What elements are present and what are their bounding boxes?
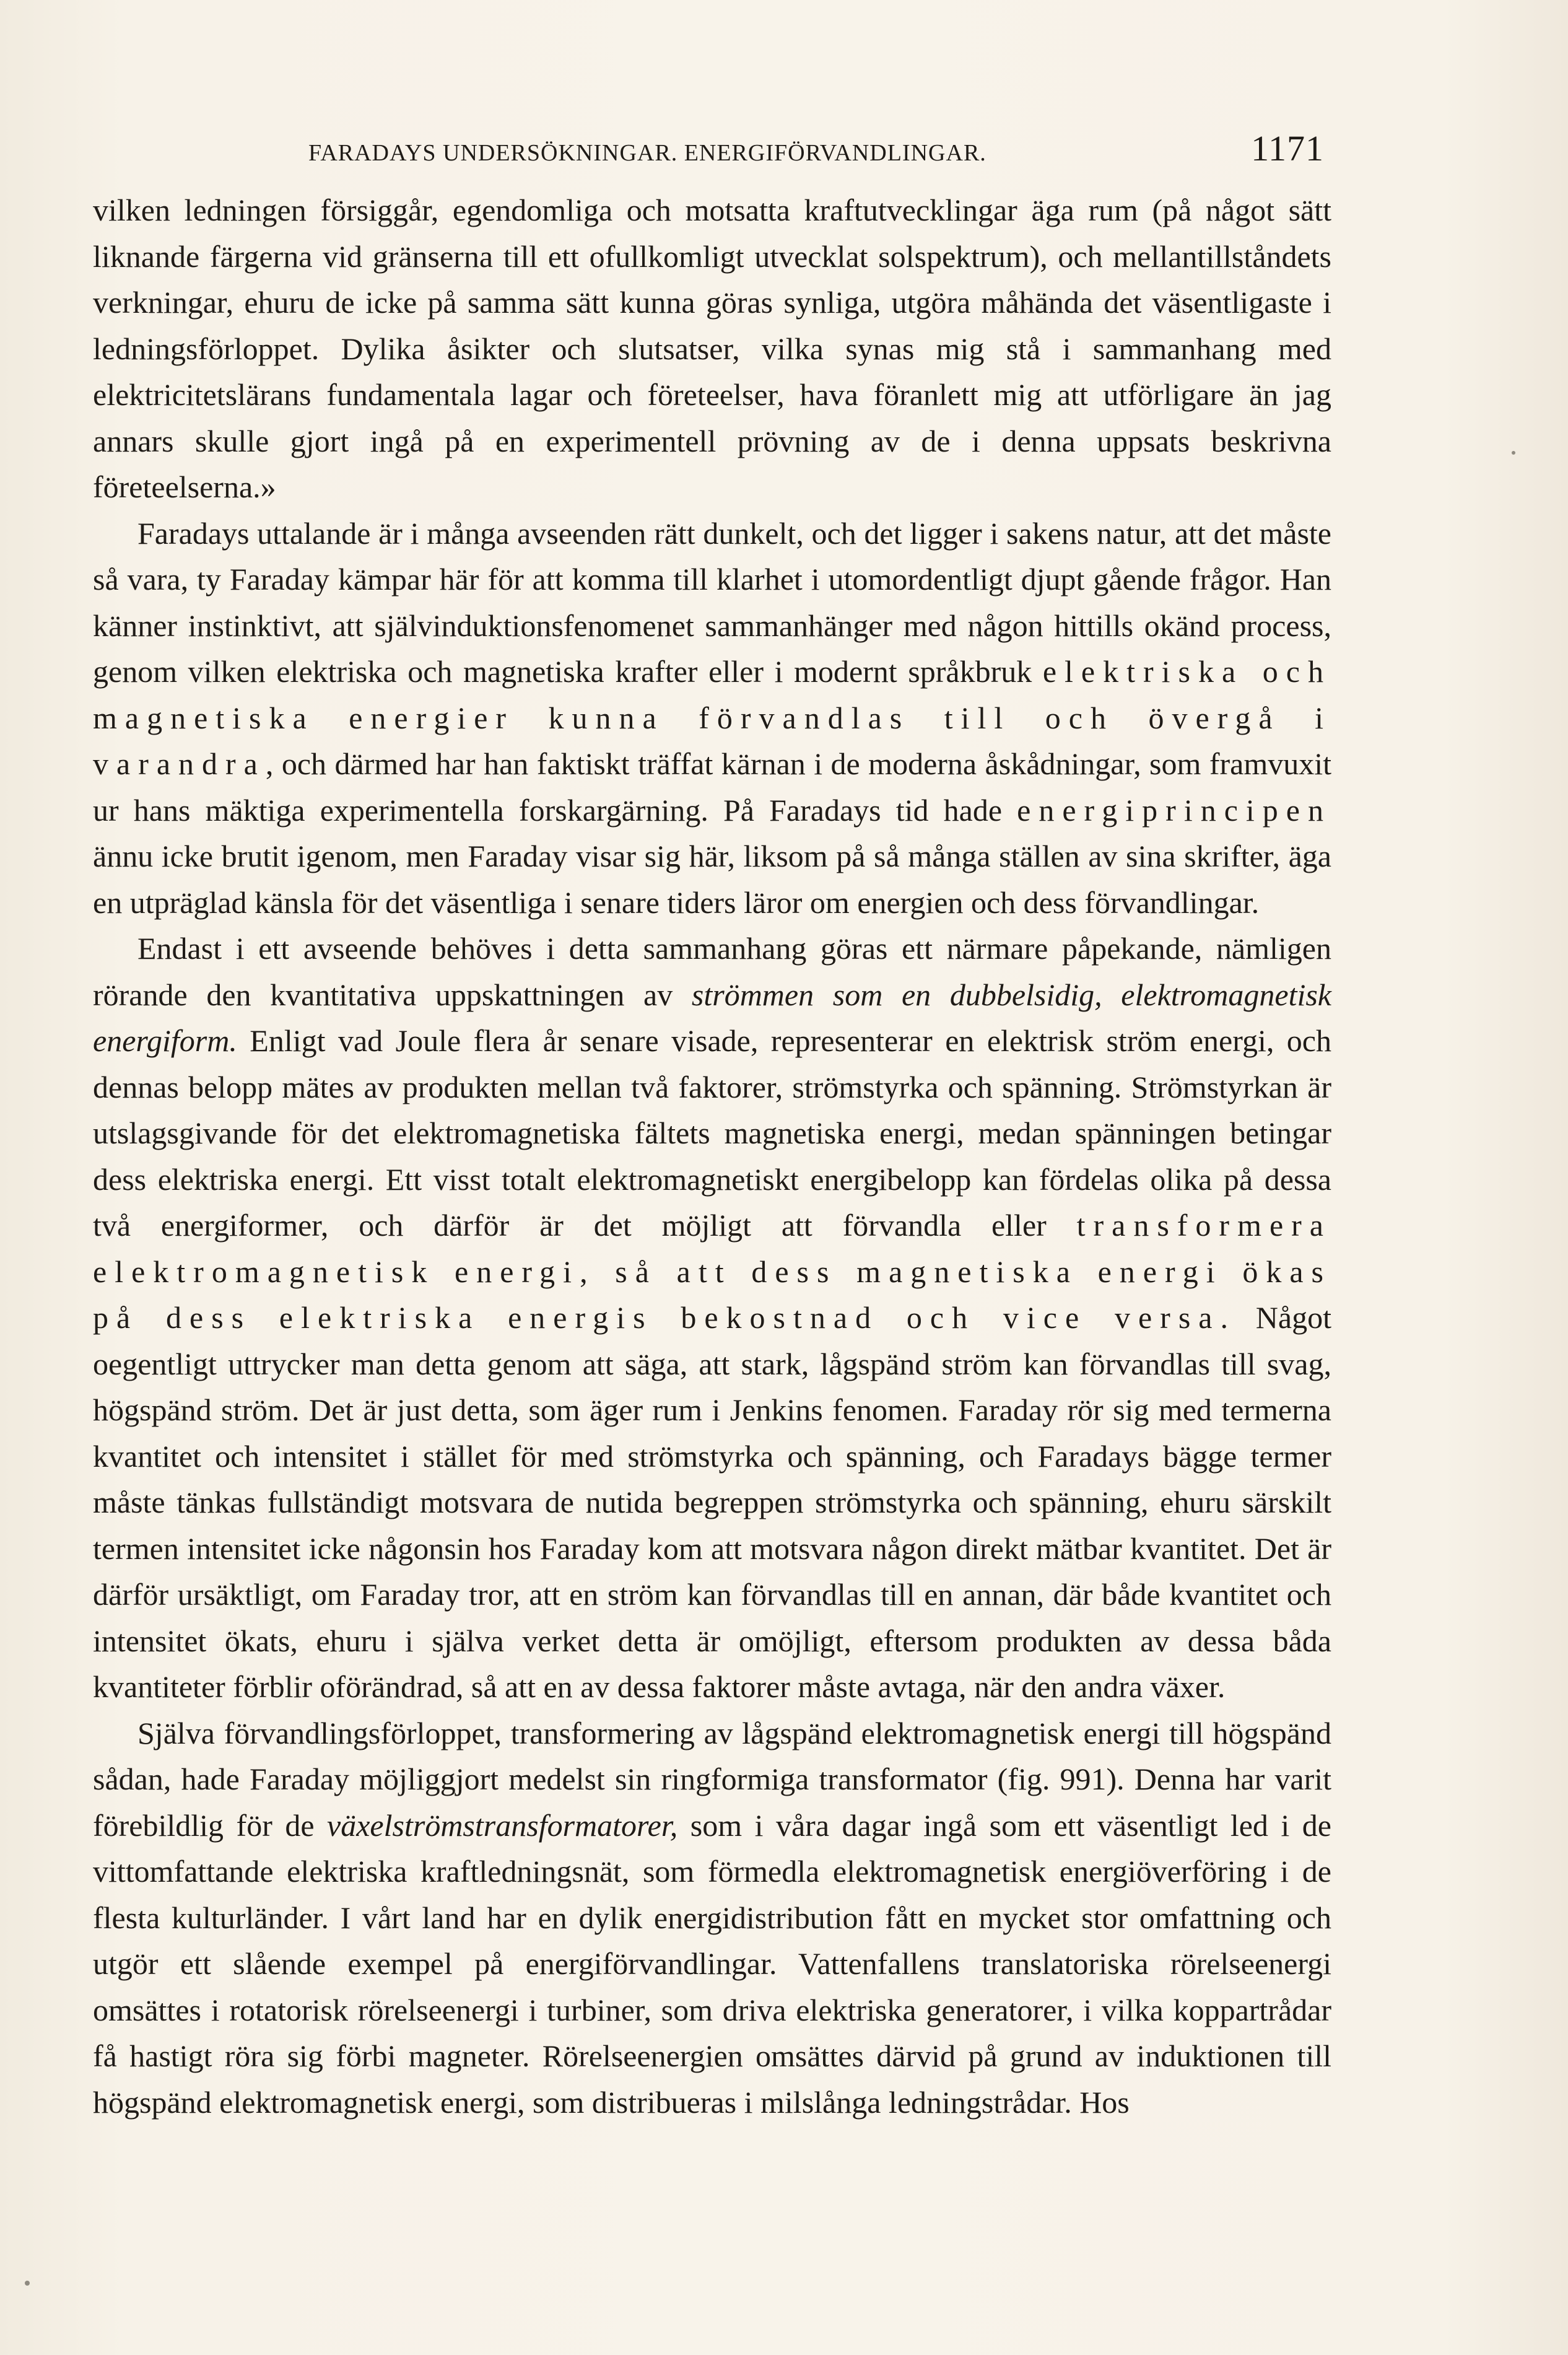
paper-speck (25, 2281, 30, 2286)
italic-text: strömmen som en dubbelsidig, elektromagnetisk energiform. (93, 977, 1331, 1058)
paragraph (93, 925, 1331, 1710)
paragraph-text: Själva förvandlingsförloppet, transformering av lågspänd elektromagnetisk energi till högspänd sådan, hade Faraday möjliggjort medelst sin ringformiga transformator (fig. 991). Denna har varit förebildlig för de (93, 1715, 1331, 1843)
paragraph-text: som i våra dagar ingå som ett väsentligt led i de vittomfattande elektriska kraftledningsnät, som förmedla elektromagnetisk energiöverföring i de flesta kulturländer. I vårt land har en dylik energidistribution fått en mycket stor omfattning och utgör ett slående exempel på energiförvandlingar. Vattenfallens translatoriska rörelseenergi omsättes i rotatorisk rörelseenergi i turbiner, som driva elektriska generatorer, i vilka koppartrådar få hastigt röra sig förbi magneter. Rörelseenergien omsättes därvid på grund av induktionen till högspänd elektromagnetisk energi, som distribueras i milslånga ledningstrådar. Hos (93, 1807, 1331, 2120)
paragraph-text: Faradays uttalande är i många avseenden rätt dunkelt, och det ligger i sakens natur, att det måste så vara, ty Faraday kämpar här för att komma till klarhet i utomordentligt djupt gående frågor. Han känner instinktivt, att självinduktionsfenomenet sammanhänger med någon hittills okänd process, genom vilken elektriska och magnetiska krafter eller i modernt språkbruk (93, 515, 1331, 689)
paragraph-text: Något oegentligt uttrycker man detta genom att säga, att stark, lågspänd ström kan förvandlas till svag, högspänd ström. Det är just detta, som äger rum i Jenkins fenomen. Faraday rör sig med termerna kvantitet och intensitet i stället för med strömstyrka och spänning, och Faradays bägge termer måste tänkas fullständigt motsvara de nutida begreppen strömstyrka och spänning, ehuru särskilt termen intensitet icke någonsin hos Faraday kom att motsvara någon direkt mätbar kvantitet. Det är därför ursäktligt, om Faraday tror, att en ström kan förvandlas till en annan, där både kvantitet och intensitet ökats, ehuru i själva verket detta är omöjligt, eftersom produkten av dessa båda kvantiteter förblir oförändrad, så att en av dessa faktorer måste avtaga, när den andra växer. (93, 1300, 1331, 1704)
paragraph-text: Endast i ett avseende behöves i detta sammanhang göras ett närmare påpekande, nämligen rörande den kvantitativa uppskattningen av (93, 931, 1331, 1012)
paragraph-text: ännu icke brutit igenom, men Faraday visar sig här, liksom på så många ställen av sina skrifter, äga en utpräglad känsla för det väsentliga i senare tiders läror om energien och dess förvandlingar. (93, 839, 1331, 920)
paragraph-text: , och därmed har han faktiskt träffat kärnan i de moderna åskådningar, som framvuxit ur hans mäktiga experimentella forskargärning. På Faradays tid hade (93, 746, 1331, 828)
paper-speck (1512, 451, 1515, 455)
paragraph-text: vilken ledningen försiggår, egendomliga och motsatta kraftutvecklingar äga rum (på något sätt liknande färgerna vid gränserna till ett ofullkomligt utvecklat solspektrum), och mellantillståndets verkningar, ehuru de icke på samma sätt kunna göras synliga, utgöra måhända det väsentligaste i ledningsförloppet. Dylika åsikter och slutsatser, vilka synas mig stå i sammanhang med elektricitetslärans fundamentala lagar och företeelser, hava föranlett mig att utförligare än jag annars skulle gjort ingå på en experimentell prövning av de i denna uppsats beskrivna företeelserna.» (93, 193, 1331, 504)
body-text (93, 187, 1331, 2125)
paragraph (93, 1710, 1331, 2126)
spaced-emphasis-text: elektriska och magnetiska energier kunna förvandlas till och övergå i varandra (93, 654, 1331, 781)
page-number: 1171 (1251, 128, 1324, 168)
paragraph-text: Enligt vad Joule flera år senare visade, representerar en elektrisk ström energi, och dennas belopp mätes av produkten mellan två faktorer, strömstyrka och spänning. Strömstyrkan är utslagsgivande för det elektromagnetiska fältets magnetiska energi, medan spänningen betingar dess elektriska energi. Ett visst totalt elektromagnetiskt energibelopp kan fördelas olika på dessa två energiformer, och därför är det möjligt att förvandla eller (93, 1023, 1331, 1243)
page-header (308, 128, 1324, 177)
italic-text: växelströmstransformatorer, (327, 1807, 678, 1843)
running-head: FARADAYS UNDERSÖKNINGAR. ENERGIFÖRVANDLINGAR. (308, 140, 987, 166)
spaced-emphasis-text: transformera elektromagnetisk energi, så att dess magnetiska energi ökas på dess elektriska energis bekostnad och vice versa. (93, 1208, 1331, 1335)
paragraph (93, 187, 1331, 510)
paragraph (93, 510, 1331, 926)
spaced-emphasis-text: energiprincipen (1017, 792, 1331, 828)
